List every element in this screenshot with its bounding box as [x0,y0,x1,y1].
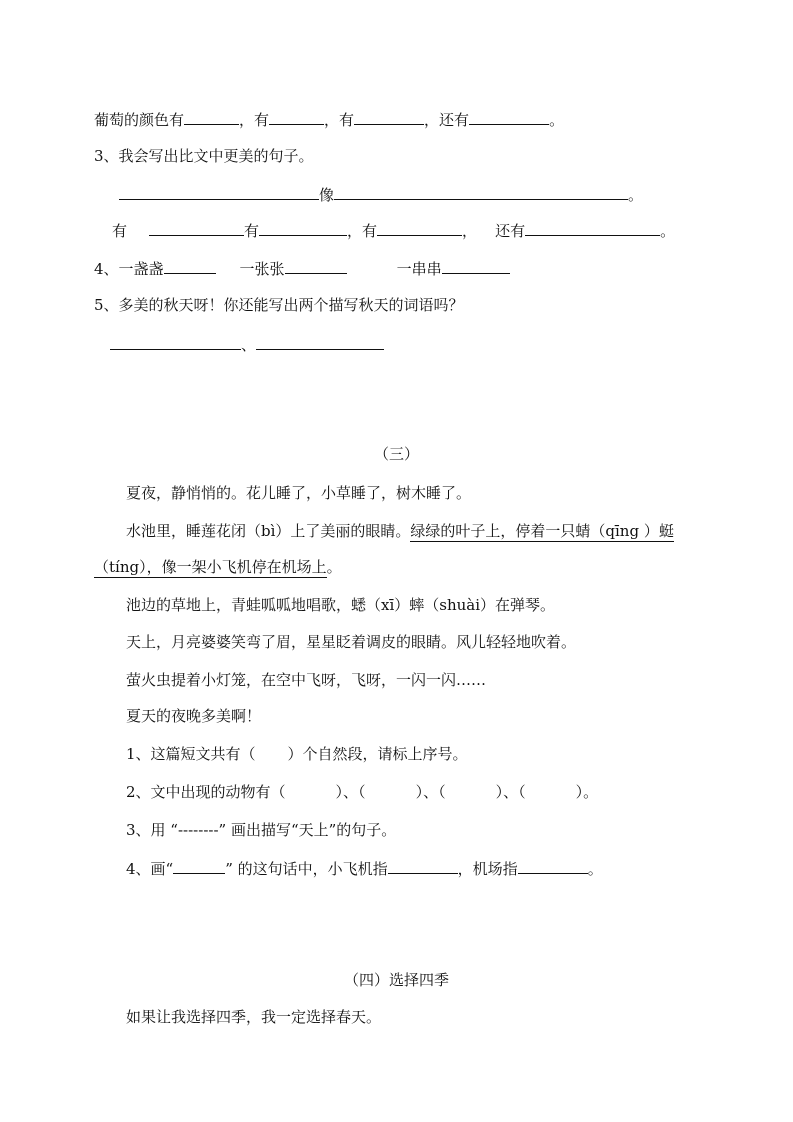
s3-q4-text-c: ，机场指 [457,860,518,878]
s3-question-4 [126,858,603,878]
s3-question-3: 3、用 “--------” 画出描写“天上”的句子。 [126,821,397,839]
simile-text-2: 。 [628,186,644,204]
q4-word-a: 4、一盏盏 [94,260,164,278]
s3-question-2 [126,782,598,802]
s3-q2-text-b: ）、（ [335,783,366,801]
paragraph-1: 夏夜，静悄悄的。花儿睡了，小草睡了，树木睡了。 [126,484,472,502]
you-text-4: ， [462,222,478,240]
answer-blank[interactable] [469,109,549,125]
grape-text-2: ，有 [239,111,270,129]
s3-q4-text-b: ” 的这句话中，小飞机指 [225,860,388,878]
question-3: 3、我会写出比文中更美的句子。 [94,147,314,165]
underlined-sentence-part-2: （tíng），像一架小飞机停在机场上 [94,558,327,576]
answer-blank[interactable] [377,220,462,236]
answer-blank[interactable] [259,220,347,236]
paragraph-2-line-1 [126,521,674,541]
grape-text-4: ，还有 [424,111,470,129]
you-text-3: ，有 [347,222,378,240]
simile-line [119,184,643,204]
answer-blank[interactable] [110,334,241,350]
section-4-paragraph-1: 如果让我选择四季，我一定选择春天。 [126,1008,382,1026]
grape-colors-line [94,109,564,129]
answer-blank[interactable] [269,109,324,125]
s3-q2-text-d: ）、（ [495,783,526,801]
paragraph-6: 夏天的夜晚多美啊！ [126,707,262,725]
underline-sample [173,858,225,874]
you-text-2: 有 [244,222,260,240]
answer-blank[interactable] [119,184,319,200]
answer-blank[interactable] [442,258,510,274]
s3-q4-text-d: 。 [587,860,603,878]
simile-text-1: 像 [319,186,335,204]
q4-word-c: 一串串 [396,260,442,278]
answer-blank[interactable] [388,858,458,874]
answer-blank[interactable] [354,109,424,125]
answer-blank[interactable] [525,220,660,236]
s3-q1-text-a: 1、这篇短文共有（ [126,745,256,763]
underlined-sentence-part-1: 绿绿的叶子上，停着一只蜻（qīng ）蜓 [410,522,674,540]
paragraph-4: 天上，月亮婆婆笑弯了眉，星星眨着调皮的眼睛。风儿轻轻地吹着。 [126,633,577,651]
q4-word-b: 一张张 [239,260,285,278]
you-text-5: 还有 [495,222,526,240]
question-4 [94,258,510,278]
section-3-title: （三） [373,445,419,463]
grape-text-5: 。 [549,111,565,129]
you-text-6: 。 [660,222,676,240]
paragraph-2-text: 水池里，睡莲花闭（bì）上了美丽的眼睛。 [126,522,411,540]
answer-blank[interactable] [334,184,628,200]
answer-blank[interactable] [184,109,239,125]
s3-q4-text-a: 4、画“ [126,860,174,878]
paragraph-5: 萤火虫提着小灯笼，在空中飞呀，飞呀，一闪一闪…… [126,671,487,689]
answer-blank[interactable] [149,220,244,236]
answer-blank[interactable] [518,858,588,874]
s3-question-1 [126,744,468,764]
grape-text-1: 葡萄的颜色有 [94,111,185,129]
paragraph-2-line-2 [94,557,342,577]
s3-q2-text-a: 2、文中出现的动物有（ [126,783,286,801]
q5-separator: 、 [241,336,257,354]
s3-q1-text-b: ）个自然段，请标上序号。 [287,745,468,763]
s3-q2-text-e: ）。 [575,783,599,801]
answer-blank[interactable] [164,258,216,274]
q5-answer-line [110,334,384,354]
answer-blank[interactable] [256,334,384,350]
grape-text-3: ，有 [324,111,355,129]
paragraph-3: 池边的草地上，青蛙呱呱地唱歌，蟋（xī）蟀（shuài）在弹琴。 [126,596,556,614]
you-line [112,220,675,240]
answer-blank[interactable] [285,258,347,274]
section-4-title: （四）选择四季 [343,971,449,989]
paragraph-2-end: 。 [326,558,342,576]
s3-q2-text-c: ）、（ [415,783,446,801]
question-5: 5、多美的秋天呀！你还能写出两个描写秋天的词语吗？ [94,296,464,314]
you-text-1: 有 [112,222,128,240]
